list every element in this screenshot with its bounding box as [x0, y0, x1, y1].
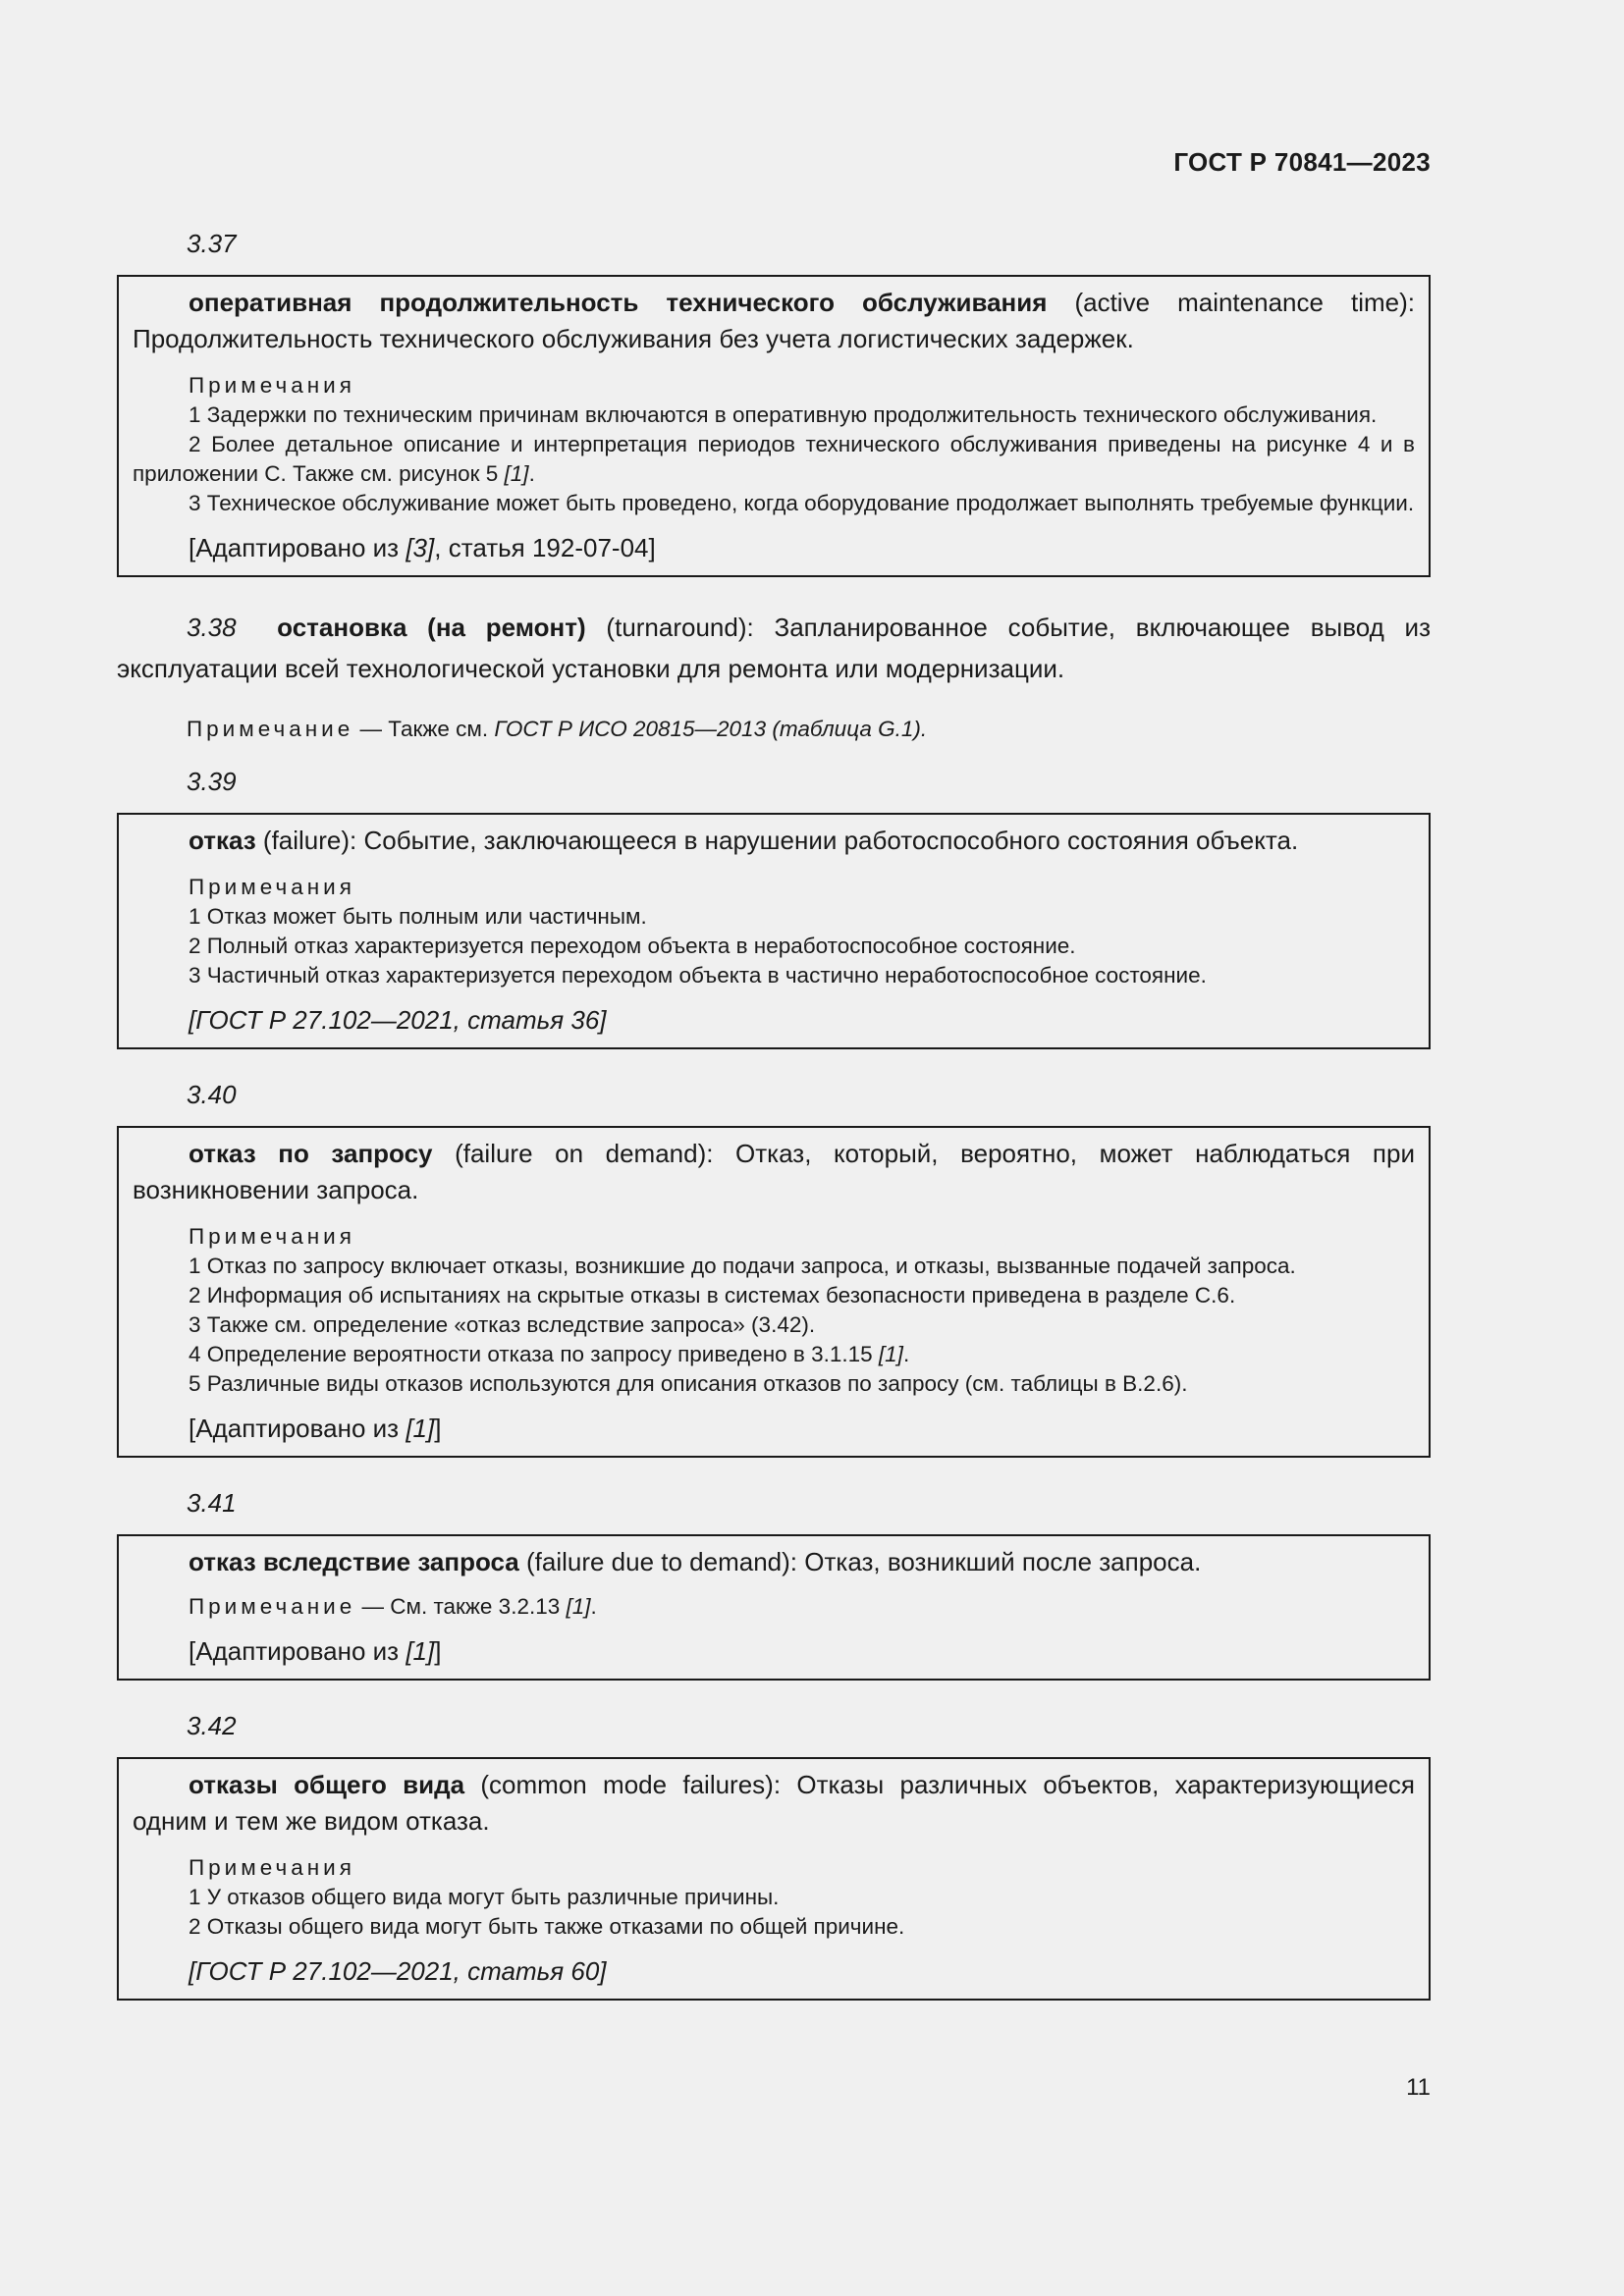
term: оперативная продолжительность технического обслуживания: [189, 288, 1048, 317]
source-citation: [189, 1411, 1415, 1446]
note: [133, 430, 1415, 489]
note: [133, 1340, 1415, 1369]
entry-number: 3.39: [187, 767, 237, 796]
definition-text: (failure on demand): Отказ, который, вероятно, может наблюдаться при возникновении запроса.: [133, 1139, 1415, 1204]
document-body: [117, 224, 1431, 2026]
source-text: ]: [434, 1414, 442, 1443]
definition: [133, 285, 1415, 357]
source-citation: [ГОСТ Р 27.102—2021, статья 60]: [189, 1956, 607, 1986]
definition: [133, 1136, 1415, 1208]
definition-box: [117, 1126, 1431, 1458]
note: [189, 1592, 1415, 1622]
reference: [1]: [406, 1636, 435, 1666]
note-label: Примечание: [187, 717, 354, 741]
source-citation: [189, 530, 1415, 565]
note: 5 Различные виды отказов используются для описания отказов по запросу (см. таблицы в В.2.6).: [189, 1371, 1188, 1396]
entry-number: 3.42: [187, 1711, 237, 1740]
definition: [133, 823, 1415, 859]
source-text: , статья 192-07-04]: [434, 533, 656, 562]
note: 3 Техническое обслуживание может быть проведено, когда оборудование продолжает выполнять требуемые функции.: [189, 491, 1415, 515]
notes-heading: Примечания: [189, 373, 355, 398]
definition-text: (failure due to demand): Отказ, возникший после запроса.: [518, 1547, 1202, 1576]
entry-number: 3.40: [187, 1080, 237, 1109]
source-text: [Адаптировано из: [189, 1414, 406, 1443]
note-end: .: [902, 1342, 910, 1366]
note: 1 Отказ по запросу включает отказы, возникшие до подачи запроса, и отказы, вызванные подачей запроса.: [189, 1254, 1296, 1278]
definition-text: (failure): Событие, заключающееся в нарушении работоспособного состояния объекта.: [255, 826, 1299, 855]
definition-text: (common mode failures): Отказы различных объектов, характеризующиеся одним и тем же видом отказа.: [133, 1770, 1415, 1836]
reference: ГОСТ Р ИСО 20815—2013 (таблица G.1).: [494, 717, 928, 741]
source-text: ]: [434, 1636, 442, 1666]
note: 1 У отказов общего вида могут быть различные причины.: [189, 1885, 780, 1909]
definition-box: [117, 275, 1431, 577]
source-text: [Адаптировано из: [189, 1636, 406, 1666]
definition-text: (turnaround): Запланированное событие, включающее вывод из эксплуатации всей технологической установки для ремонта или модернизации.: [117, 613, 1431, 683]
reference: [1]: [504, 461, 529, 486]
definition-box: [117, 813, 1431, 1049]
term: отказ: [189, 826, 256, 855]
notes-heading: Примечания: [189, 875, 355, 899]
note: 3 Также см. определение «отказ вследствие запроса» (3.42).: [189, 1312, 816, 1337]
note: 2 Информация об испытаниях на скрытые отказы в системах безопасности приведена в разделе С.6.: [189, 1283, 1236, 1308]
entry-number: 3.38: [187, 613, 237, 642]
definition: [133, 1544, 1415, 1580]
note: 2 Полный отказ характеризуется переходом объекта в неработоспособное состояние.: [189, 934, 1076, 958]
entry-number: 3.41: [187, 1488, 237, 1518]
note: [187, 715, 1431, 744]
definition-box: [117, 1534, 1431, 1681]
term: отказ по запросу: [189, 1139, 433, 1168]
note-text: — См. также 3.2.13: [355, 1594, 567, 1619]
document-header: ГОСТ Р 70841—2023: [1173, 147, 1431, 177]
source-citation: [ГОСТ Р 27.102—2021, статья 36]: [189, 1005, 607, 1035]
note-end: .: [528, 461, 535, 486]
term: отказ вследствие запроса: [189, 1547, 519, 1576]
notes-heading: Примечания: [189, 1224, 355, 1249]
note: 1 Отказ может быть полным или частичным.: [189, 904, 647, 929]
note: 2 Отказы общего вида могут быть также отказами по общей причине.: [189, 1914, 905, 1939]
reference: [1]: [406, 1414, 435, 1443]
source-citation: [189, 1633, 1415, 1669]
reference: [1]: [878, 1342, 903, 1366]
term: отказы общего вида: [189, 1770, 465, 1799]
definition: [117, 607, 1431, 689]
source-text: [Адаптировано из: [189, 533, 406, 562]
reference: [1]: [566, 1594, 591, 1619]
page-number: 11: [1406, 2074, 1431, 2101]
reference: [3]: [406, 533, 435, 562]
notes-heading: Примечания: [189, 1855, 355, 1880]
note-text: 4 Определение вероятности отказа по запросу приведено в 3.1.15: [189, 1342, 879, 1366]
definition: [133, 1767, 1415, 1840]
term: остановка (на ремонт): [277, 613, 586, 642]
note-text: — Также см.: [353, 717, 495, 741]
note-label: Примечание: [189, 1594, 356, 1619]
note-end: .: [590, 1594, 597, 1619]
note: 1 Задержки по техническим причинам включаются в оперативную продолжительность технического обслуживания.: [189, 402, 1378, 427]
definition-box: [117, 1757, 1431, 2001]
note-text: 2 Более детальное описание и интерпретация периодов технического обслуживания приведены на рисунке 4 и в приложении С. Также см. рисунок 5: [133, 432, 1415, 486]
note: 3 Частичный отказ характеризуется переходом объекта в частично неработоспособное состояние.: [189, 963, 1207, 988]
definition-text: (active maintenance time): Продолжительность технического обслуживания без учета логистических задержек.: [133, 288, 1415, 353]
entry-number: 3.37: [187, 229, 237, 258]
